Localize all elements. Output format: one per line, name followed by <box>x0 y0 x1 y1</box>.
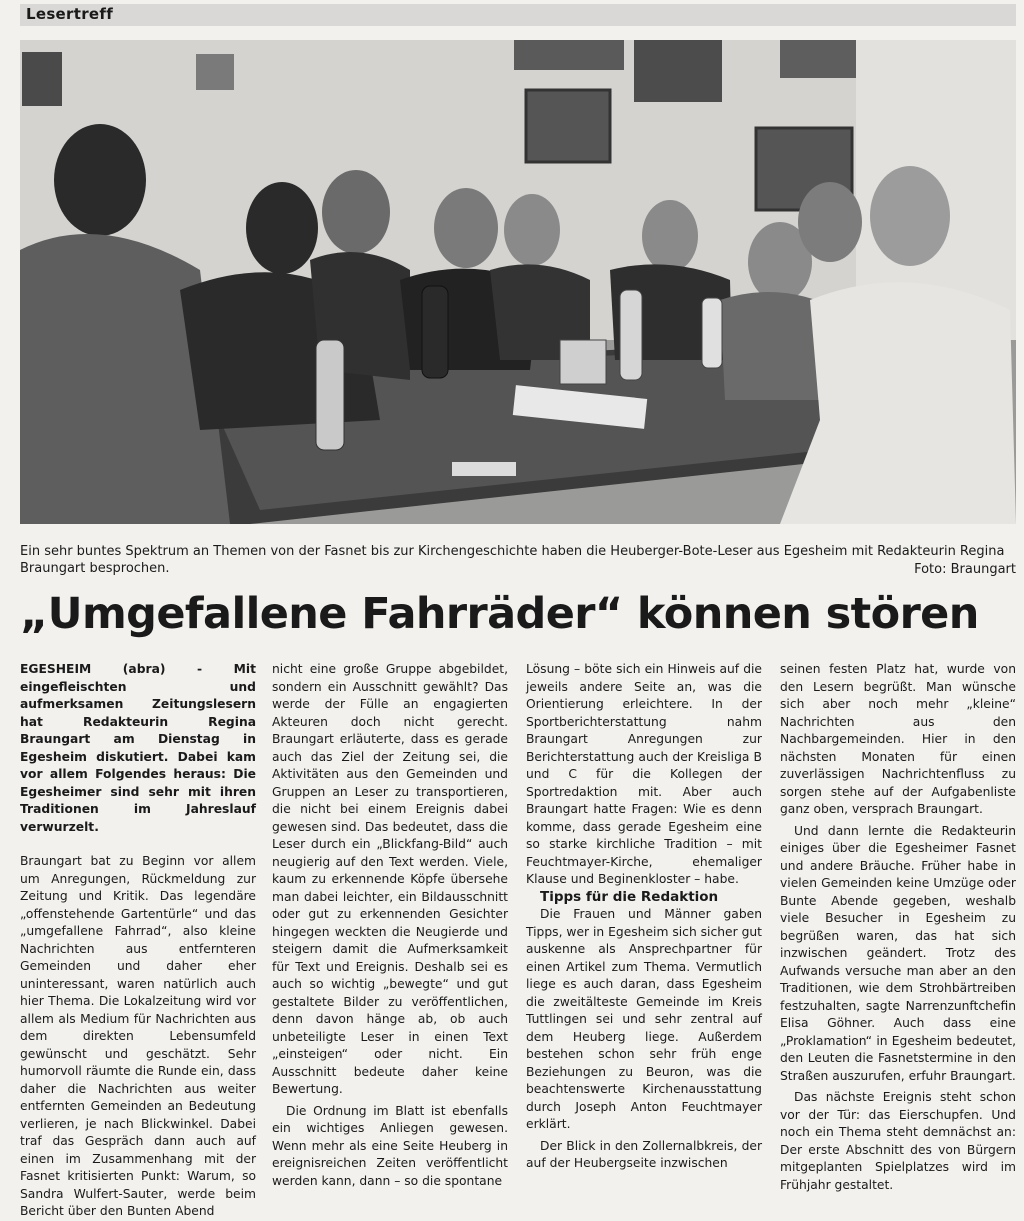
lead-paragraph: EGESHEIM (abra) - Mit eingefleischten und aufmerksamen Zeitungslesern hat Redakteurin Regina Braungart am Dienstag in Egesheim diskutiert. Dabei kam vor allem Folgendes heraus: Die Egesheimer sind sehr mit ihren Traditionen im Jahreslauf verwurzelt. <box>20 662 256 834</box>
photo-credit: Foto: Braungart <box>914 562 1016 577</box>
body-paragraph: nicht eine große Gruppe abgebildet, sondern ein Ausschnitt gewählt? Das werde der Fülle an engagierten Akteuren doch nicht gerecht. Braungart erläuterte, dass es gerade auch das Ziel der Zeitung sei, die Aktivitäten aus den Gemeinden und Gruppen an Leser zu transportieren, die nicht bei einem Ereignis dabei gewesen sind. Das bedeutet, dass die Leser durch ein „Blickfang-Bild“ auch neugierig auf den Text werden. Viele, kaum zu erkennende Köpfe übersehe man dabei leichter, ein Bildausschnitt oder gut zu erkennenden Gesichter hingegen weckten die Neugierde und steigern damit die Aufmerksamkeit für Text und Ereignis. Deshalb sei es auch so wichtig „bewegte“ und gut gestaltete Bilder zu veröffentlichen, denn davon hänge ab, ob auch unbeteiligte Leser in einen Text „einsteigen“ oder nicht. Ein Ausschnitt bedeute daher keine Bewertung. <box>272 662 508 1096</box>
wall-frame <box>514 40 624 70</box>
body-paragraph: Das nächste Ereignis steht schon vor der Tür: das Eierschupfen. Und noch ein Thema steht demnächst an: Der erste Abschnitt des von Bürgern mitgeplanten Spielplatzes wird im Frühjahr gestaltet. <box>780 1090 1016 1192</box>
body-paragraph: Die Frauen und Männer gaben Tipps, wer in Egesheim sich sicher gut auskenne als Ansprechpartner für einen Artikel zum Thema. Vermutlich liege es auch daran, dass Egesheim die zweitälteste Gemeinde im Kreis Tuttlingen sei und sehr zentral auf dem Heuberg liege. Außerdem bestehen schon sehr früh enge Beziehungen zu Beuron, was die beachtenswerte Kirchenausstattung durch Joseph Anton Feuchtmayer erklärt. <box>526 907 762 1131</box>
article-column-2 <box>272 661 508 1190</box>
rubric-bar <box>20 4 1016 26</box>
subheading: Tipps für die Redaktion <box>540 888 719 905</box>
wall-frame <box>526 90 610 162</box>
wall-frame <box>634 40 722 102</box>
wall-frame <box>196 54 234 90</box>
coaster <box>452 462 516 476</box>
body-paragraph: Die Ordnung im Blatt ist ebenfalls ein wichtiges Anliegen gewesen. Wenn mehr als eine Seite Heuberg in ereignisreichen Zeiten veröffentlicht werden kann, dann – so die spontane <box>272 1103 508 1188</box>
body-paragraph: seinen festen Platz hat, wurde von den Lesern begrüßt. Man wünsche sich aber noch mehr „kleine“ Nachrichten aus den Nachbargemeinden. Hier in den nächsten Monaten für einen zuverlässigen Nachrichtenfluss zu sorgen stehe auf der Aufgabenliste ganz oben, versprach Braungart. <box>780 662 1016 816</box>
article-column-4 <box>780 661 1016 1194</box>
wall-frame <box>22 52 62 106</box>
body-paragraph: Und dann lernte die Redakteurin einiges über die Egesheimer Fasnet und andere Bräuche. Früher habe in vielen Gemeinden keine Umzüge oder Bunte Abende gegeben, weshalb viele Besucher in Egesheim zu begrüßen waren, das hat sich inzwischen geändert. Trotz des Aufwands versuche man aber an den Traditionen, wie dem Strohbärtreiben festzuhalten, sagte Narrenzunftchefin Elisa Göhner. Auch dass eine „Proklamation“ in Egesheim bedeutet, den Leuten die Fasnetstermine in den Straßen auszurufen, erfuhr Braungart. <box>780 823 1016 1083</box>
body-paragraph: Der Blick in den Zollernalbkreis, der auf der Heubergseite inzwischen <box>526 1138 762 1170</box>
group-photo <box>20 40 1016 524</box>
wall-frame <box>780 40 856 78</box>
article-column-3 <box>526 661 762 1173</box>
body-paragraph: Braungart bat zu Beginn vor allem um Anregungen, Rückmeldung zur Zeitung und Kritik. Das legendäre „offenstehende Gartentürle“ und das „umgefallene Fahrrad“, also kleine Nachrichten aus entfernteren Gemeinden und daher eher uninteressant, waren natürlich auch hier Thema. Die Lokalzeitung wird vor allem als Medium für Nachrichten aus dem direkten Lebensumfeld gewünscht und geschätzt. Sehr humorvoll räumte die Runde ein, dass daher die Nachrichten aus weiter entfernten Gemeinden an Bedeutung verlieren, je nach Blickwinkel. Dabei traf das Gespräch dann auch auf einen im Zusammenhang mit der Fasnet kritisierten Punkt: Warum, so Sandra Wulfert-Sauter, werde beim Bericht über den Bunten Abend <box>20 854 256 1218</box>
headline: „Umgefallene Fahrräder“ können stören <box>20 589 979 639</box>
rubric-label: Lesertreff <box>26 5 114 23</box>
photo-caption: Ein sehr buntes Spektrum an Themen von der Fasnet bis zur Kirchengeschichte haben die Heuberger-Bote-Leser aus Egesheim mit Redakteurin Regina Braungart besprochen. <box>20 544 1005 576</box>
body-paragraph: Lösung – böte sich ein Hinweis auf die jeweils andere Seite an, was die Orientierung erleichtere. In der Sportberichterstattung nahm Braungart Anregungen zur Berichterstattung auch der Kreisliga B und C für die Kollegen der Sportredaktion mit. Aber auch Braungart hatte Fragen: Wie es denn komme, dass gerade Egesheim eine so starke kirchliche Tradition – mit Feuchtmayer-Kirche, ehemaliger Klause und Beginenkloster – habe. <box>526 662 762 886</box>
photo-illustration <box>20 40 1016 524</box>
article-column-1 <box>20 661 256 1221</box>
